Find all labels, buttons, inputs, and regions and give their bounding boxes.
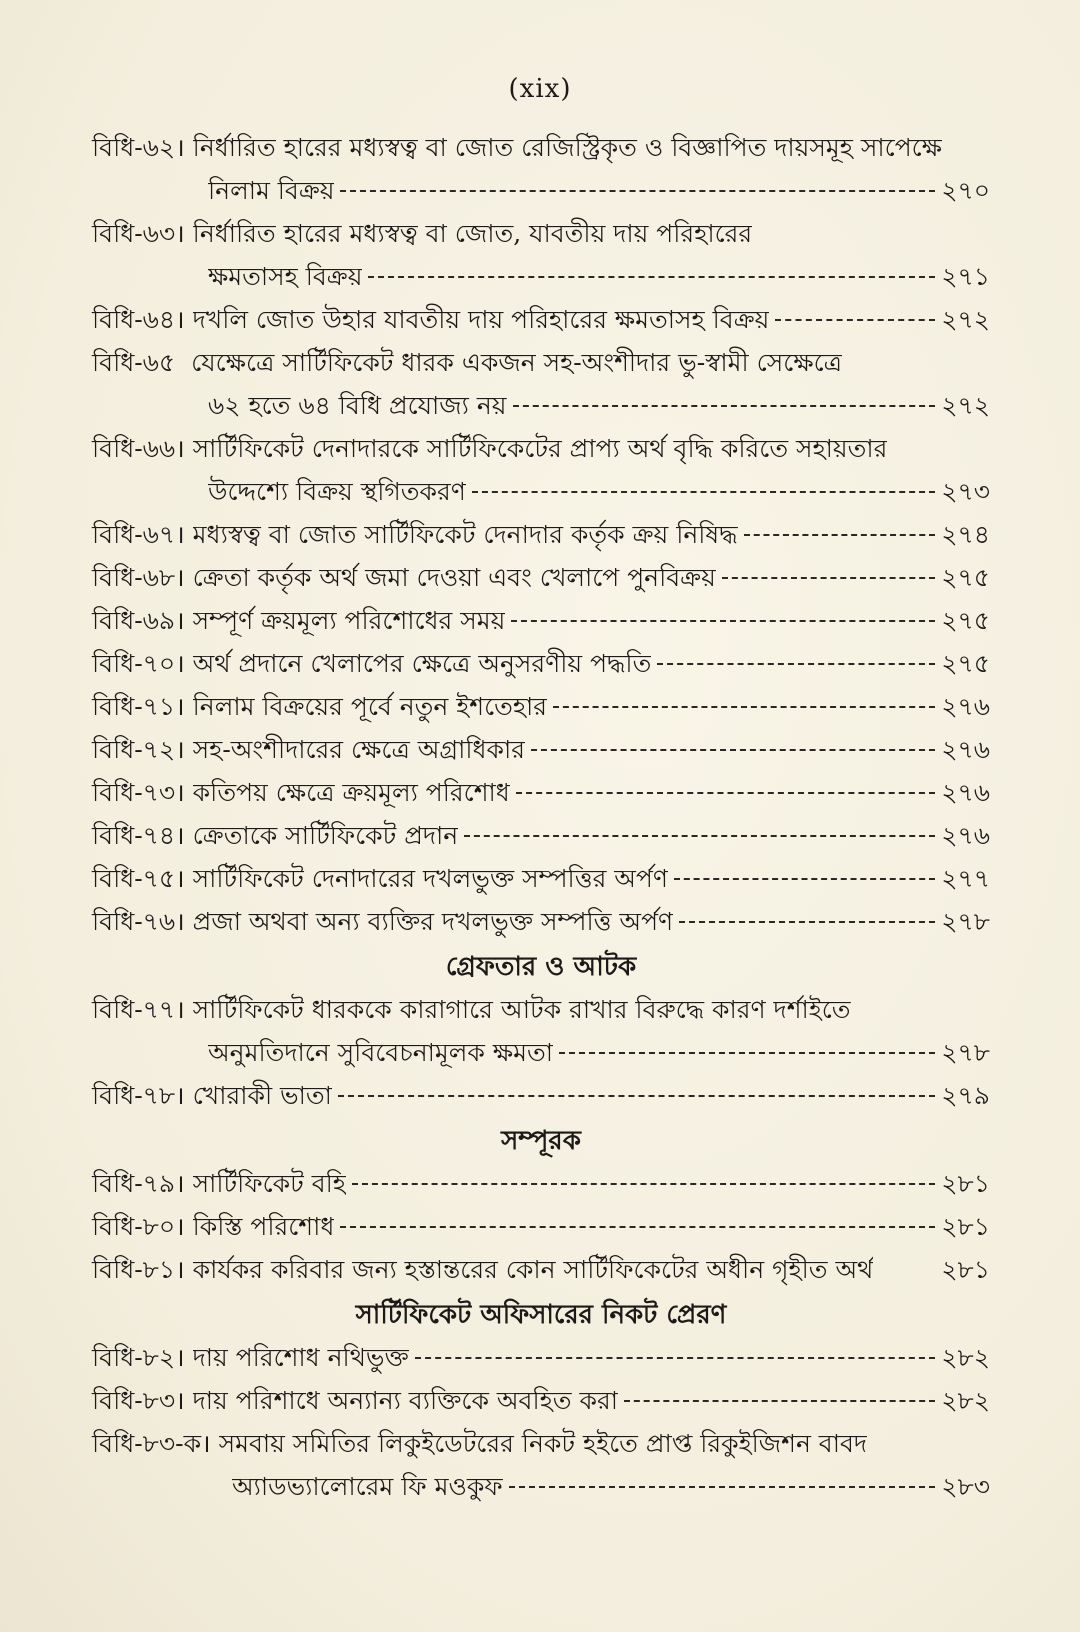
rule-number: বিধি-৬৮ (92, 563, 176, 592)
toc-entry-continuation (92, 386, 990, 429)
page-ref: ২৭৩ (941, 477, 990, 506)
page-ref: ২৮৩ (941, 1472, 990, 1501)
separator-mark: । (175, 563, 185, 592)
rule-title: কিস্তি পরিশোধ (192, 1212, 335, 1241)
rule-number: বিধি-৬৩ (92, 219, 176, 248)
page-ref: ২৮২ (941, 1386, 990, 1415)
rule-number: বিধি-৮৩-ক (92, 1429, 202, 1458)
rule-number: বিধি-৭৩ (92, 778, 176, 807)
toc-entry-line (92, 1164, 990, 1207)
rule-number: বিধি-৮১ (92, 1255, 176, 1284)
rule-title: সমবায় সমিতির লিকুইডেটরের নিকট হইতে প্রাপ্ত রিকুইজিশন বাবদ (218, 1429, 868, 1458)
toc-entry-line (92, 687, 990, 730)
toc-entry (92, 214, 990, 300)
toc-entry-line (92, 429, 990, 472)
toc-entry (92, 687, 990, 730)
toc-entry-line (92, 859, 990, 902)
rule-number: বিধি-৮০ (92, 1212, 176, 1241)
rule-title: কার্যকর করিবার জন্য হস্তান্তরের কোন সার্টিফিকেটের অধীন গৃহীত অর্থ (192, 1255, 874, 1284)
dot-leader (624, 1400, 935, 1402)
toc-entry-line (92, 1381, 990, 1424)
separator-mark: । (175, 219, 185, 248)
dot-leader (368, 276, 935, 278)
separator-mark (175, 348, 183, 377)
rule-number: বিধি-৭৬ (92, 907, 176, 936)
toc-entry-line (92, 300, 990, 343)
separator-mark: । (175, 649, 185, 678)
toc-entry-line (92, 1338, 990, 1381)
section-heading: সম্পূরক (501, 1126, 581, 1156)
page-ref: ২৭৬ (941, 735, 990, 764)
page-ref: ২৭৪ (941, 520, 990, 549)
page-ref: ২৮১ (941, 1255, 990, 1284)
rule-number: বিধি-৬৪ (92, 305, 176, 334)
toc-entry (92, 773, 990, 816)
separator-mark: । (175, 995, 185, 1024)
page-ref: ২৭৬ (941, 692, 990, 721)
toc-entry (92, 902, 990, 945)
toc-entry-continuation (92, 257, 990, 300)
toc-entry-line (92, 1424, 990, 1467)
separator-mark: । (175, 1255, 185, 1284)
toc-entry (92, 859, 990, 902)
rule-title-continued: ক্ষমতাসহ বিক্রয় (208, 262, 363, 291)
rule-title: ক্রেতা কর্তৃক অর্থ জমা দেওয়া এবং খেলাপে পুনবিক্রয় (192, 563, 716, 592)
dot-leader (531, 749, 935, 751)
dot-leader (559, 1052, 935, 1054)
dot-leader (744, 534, 936, 536)
toc-entry-line (92, 343, 990, 386)
page-ref: ২৭৮ (941, 907, 990, 936)
toc-entry (92, 816, 990, 859)
toc-entry-continuation (92, 1033, 990, 1076)
rule-number: বিধি-৭৫ (92, 864, 176, 893)
toc-entry-line (92, 1076, 990, 1119)
rule-number: বিধি-৭৭ (92, 995, 176, 1024)
rule-number: বিধি-৭৪ (92, 821, 176, 850)
toc-entry-line (92, 558, 990, 601)
page-ref: ২৭১ (941, 262, 990, 291)
separator-mark: । (175, 1386, 185, 1415)
dot-leader (338, 1095, 935, 1097)
rule-title: নির্ধারিত হারের মধ্যস্বত্ব বা জোত রেজিস্ট্রিকৃত ও বিজ্ঞাপিত দায়সমূহ সাপেক্ষে (192, 133, 942, 162)
rule-title: খোরাকী ভাতা (192, 1081, 332, 1110)
dot-leader (679, 921, 935, 923)
rule-title-continued: অনুমতিদানে সুবিবেচনামূলক ক্ষমতা (208, 1038, 553, 1067)
dot-leader (340, 190, 935, 192)
toc-entry (92, 644, 990, 687)
rule-number: বিধি-৭০ (92, 649, 176, 678)
rule-title: সার্টিফিকেট বহি (192, 1169, 346, 1198)
page-ref: ২৭০ (941, 176, 990, 205)
rule-number: বিধি-৮২ (92, 1343, 176, 1372)
dot-leader (415, 1357, 935, 1359)
rule-title: নির্ধারিত হারের মধ্যস্বত্ব বা জোত, যাবতীয় দায় পরিহারের (192, 219, 753, 248)
separator-mark: । (175, 692, 185, 721)
rule-title: দায় পরিশাধে অন্যান্য ব্যক্তিকে অবহিত করা (192, 1386, 618, 1415)
page-ref: ২৭৫ (941, 563, 990, 592)
page-ref: ২৮২ (941, 1343, 990, 1372)
dot-leader (674, 878, 935, 880)
toc-entry (92, 300, 990, 343)
dot-leader (509, 1486, 936, 1488)
separator-mark: । (175, 520, 185, 549)
rule-title: ক্রেতাকে সার্টিফিকেট প্রদান (192, 821, 459, 850)
rule-title: মধ্যস্বত্ব বা জোত সার্টিফিকেট দেনাদার কর্তৃক ক্রয় নিষিদ্ধ (192, 520, 738, 549)
section-heading: গ্রেফতার ও আটক (445, 952, 637, 982)
separator-mark: । (175, 778, 185, 807)
separator-mark: । (201, 1429, 211, 1458)
toc-entry (92, 1076, 990, 1119)
separator-mark: । (175, 305, 185, 334)
dot-leader (513, 405, 936, 407)
rule-number: বিধি-৭৮ (92, 1081, 176, 1110)
page-ref: ২৭২ (941, 305, 990, 334)
toc-entry (92, 558, 990, 601)
page-ref: ২৭২ (941, 391, 990, 420)
table-of-contents (92, 128, 990, 1510)
page-ref: ২৭৫ (941, 649, 990, 678)
separator-mark: । (175, 434, 185, 463)
toc-entry-line (92, 214, 990, 257)
rule-number: বিধি-৭২ (92, 735, 176, 764)
dot-leader (511, 620, 935, 622)
toc-entry (92, 730, 990, 773)
rule-title: সহ-অংশীদারের ক্ষেত্রে অগ্রাধিকার (192, 735, 526, 764)
separator-mark: । (175, 1212, 185, 1241)
toc-entry (92, 515, 990, 558)
toc-entry-continuation (92, 171, 990, 214)
rule-number: বিধি-৬৯ (92, 606, 176, 635)
section-heading: সার্টিফিকেট অফিসারের নিকট প্রেরণ (355, 1300, 727, 1330)
dot-leader (472, 491, 935, 493)
page-ref: ২৭৯ (941, 1081, 990, 1110)
separator-mark: । (175, 864, 185, 893)
separator-mark: । (175, 1169, 185, 1198)
rule-title: যেক্ষেত্রে সার্টিফিকেট ধারক একজন সহ-অংশীদার ভু-স্বামী সেক্ষেত্রে (191, 348, 842, 377)
rule-number: বিধি-৬২ (92, 133, 176, 162)
dot-leader (553, 706, 935, 708)
toc-entry-line (92, 1207, 990, 1250)
toc-entry (92, 1424, 990, 1510)
separator-mark: । (175, 907, 185, 936)
dot-leader (340, 1226, 935, 1228)
toc-entry-line (92, 773, 990, 816)
toc-entry (92, 1338, 990, 1381)
toc-entry-line (92, 515, 990, 558)
rule-title-continued: উদ্দেশ্যে বিক্রয় স্থগিতকরণ (208, 477, 466, 506)
toc-entry (92, 1250, 990, 1293)
rule-title: দায় পরিশোধ নথিভুক্ত (192, 1343, 409, 1372)
rule-title: সার্টিফিকেট দেনাদারকে সার্টিফিকেটের প্রাপ্য অর্থ বৃদ্ধি করিতে সহায়তার (192, 434, 888, 463)
toc-entry-line (92, 644, 990, 687)
toc-entry-continuation (92, 472, 990, 515)
page-ref: ২৭৬ (941, 778, 990, 807)
toc-entry (92, 990, 990, 1076)
toc-entry (92, 343, 990, 429)
toc-entry (92, 1381, 990, 1424)
dot-leader (775, 319, 935, 321)
page-ref: ২৭৭ (941, 864, 990, 893)
toc-entry (92, 128, 990, 214)
rule-number: বিধি-৬৫ (92, 348, 176, 377)
toc-entry-line (92, 816, 990, 859)
page-ref: ২৭৮ (941, 1038, 990, 1067)
dot-leader (352, 1183, 935, 1185)
rule-title: সার্টিফিকেট ধারককে কারাগারে আটক রাখার বিরুদ্ধে কারণ দর্শাইতে (192, 995, 851, 1024)
rule-title: দখলি জোত উহার যাবতীয় দায় পরিহারের ক্ষমতাসহ বিক্রয় (192, 305, 770, 334)
page-number: (xix) (508, 74, 572, 104)
toc-entry-line (92, 990, 990, 1033)
page-ref: ২৭৬ (941, 821, 990, 850)
rule-number: বিধি-৮৩ (92, 1386, 176, 1415)
rule-number: বিধি-৭১ (92, 692, 176, 721)
rule-title: অর্থ প্রদানে খেলাপের ক্ষেত্রে অনুসরণীয় পদ্ধতি (192, 649, 652, 678)
dot-leader (657, 663, 935, 665)
toc-entry (92, 601, 990, 644)
dot-leader (516, 792, 935, 794)
separator-mark: । (175, 735, 185, 764)
separator-mark: । (175, 606, 185, 635)
rule-title-continued: ৬২ হতে ৬৪ বিধি প্রযোজ্য নয় (208, 391, 507, 420)
toc-entry-line (92, 128, 990, 171)
rule-title: সম্পূর্ণ ক্রয়মূল্য পরিশোধের সময় (192, 606, 506, 635)
toc-entry-continuation (92, 1467, 990, 1510)
toc-entry-line (92, 902, 990, 945)
rule-title-continued: অ্যাডভ্যালোরেম ফি মওকুফ (232, 1472, 503, 1501)
separator-mark: । (175, 1343, 185, 1372)
rule-title: প্রজা অথবা অন্য ব্যক্তির দখলভুক্ত সম্পত্তি অর্পণ (192, 907, 674, 936)
toc-entry (92, 1164, 990, 1207)
separator-mark: । (175, 821, 185, 850)
toc-entry-line (92, 601, 990, 644)
toc-entry-line (92, 730, 990, 773)
rule-number: বিধি-৭৯ (92, 1169, 176, 1198)
page-ref: ২৭৫ (941, 606, 990, 635)
page-ref: ২৮১ (941, 1169, 990, 1198)
separator-mark: । (175, 133, 185, 162)
toc-entry (92, 429, 990, 515)
toc-entry (92, 1207, 990, 1250)
dot-leader (722, 577, 935, 579)
dot-leader (464, 835, 935, 837)
toc-entry-line (92, 1250, 990, 1293)
rule-number: বিধি-৬৬ (92, 434, 176, 463)
separator-mark: । (175, 1081, 185, 1110)
rule-title: সার্টিফিকেট দেনাদারের দখলভুক্ত সম্পত্তির অর্পণ (192, 864, 669, 893)
page-ref: ২৮১ (941, 1212, 990, 1241)
rule-title: নিলাম বিক্রয়ের পূর্বে নতুন ইশতেহার (192, 692, 548, 721)
rule-number: বিধি-৬৭ (92, 520, 176, 549)
rule-title-continued: নিলাম বিক্রয় (208, 176, 335, 205)
rule-title: কতিপয় ক্ষেত্রে ক্রয়মূল্য পরিশোধ (192, 778, 510, 807)
